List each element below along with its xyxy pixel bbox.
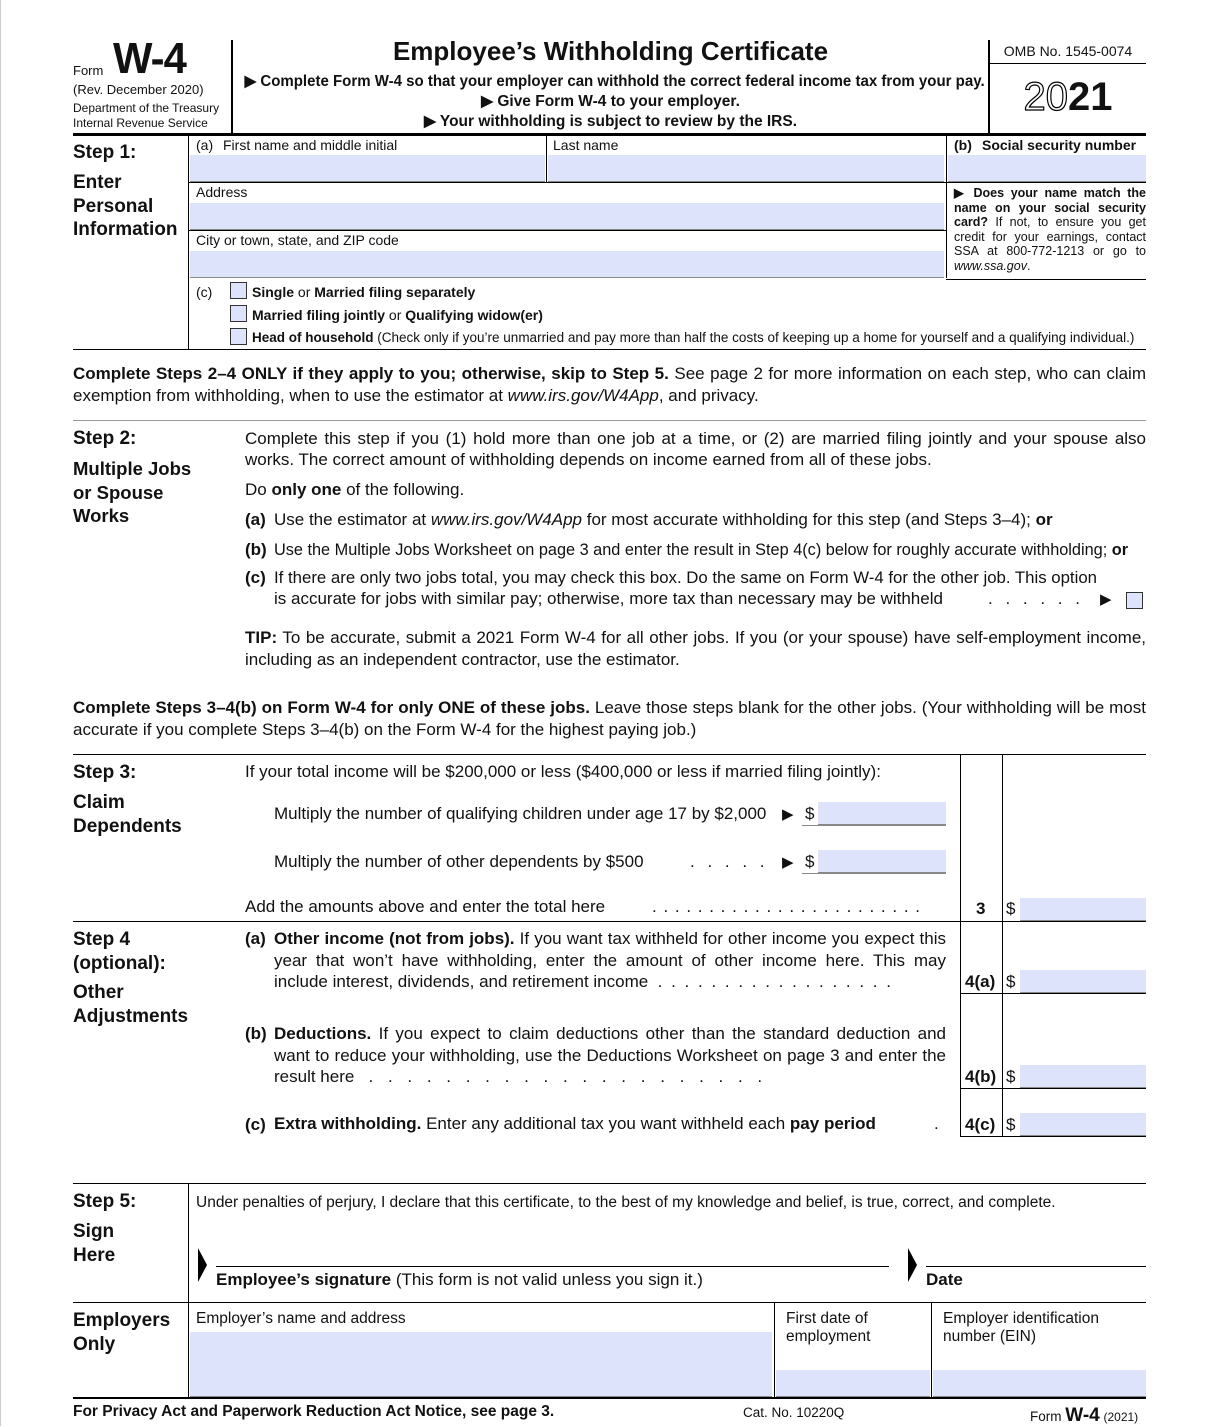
dollar-sign: $ bbox=[1006, 1115, 1016, 1134]
extra-withholding-input[interactable] bbox=[1020, 1113, 1146, 1136]
first-date-label: employment bbox=[786, 1328, 871, 1345]
divider bbox=[960, 993, 1146, 994]
step1-subtitle: Information bbox=[73, 219, 178, 240]
year-outline: 20 bbox=[1023, 75, 1068, 119]
divider bbox=[946, 135, 947, 278]
address-input[interactable] bbox=[190, 203, 944, 230]
option-b-text: Use the Multiple Jobs Worksheet on page 3 and enter the result in Step 4(c) below for roughly accurate withholding; or bbox=[274, 541, 1129, 559]
divider bbox=[73, 754, 1146, 755]
last-name-label: Last name bbox=[553, 137, 619, 153]
option-c-line2: is accurate for jobs with similar pay; otherwise, more tax than necessary may be withheld bbox=[274, 589, 943, 608]
divider bbox=[774, 1302, 775, 1398]
signature-line[interactable] bbox=[216, 1266, 889, 1267]
catalog-number: Cat. No. 10220Q bbox=[743, 1405, 845, 1420]
divider bbox=[73, 349, 1146, 350]
step3-subtitle: Claim bbox=[73, 792, 125, 813]
ein-label: Employer identification bbox=[943, 1310, 1099, 1327]
filing-joint-label: Married filing jointly or Qualifying widow(er) bbox=[252, 307, 543, 323]
step2-instruction: Do only one of the following. bbox=[245, 480, 465, 499]
divider bbox=[73, 1397, 1146, 1399]
privacy-notice: For Privacy Act and Paperwork Reduction Act Notice, see page 3. bbox=[73, 1403, 555, 1420]
instruction-3 bbox=[233, 112, 988, 131]
employers-title: Only bbox=[73, 1334, 116, 1355]
instruction-text: Your withholding is subject to review by the IRS. bbox=[439, 113, 798, 130]
leader-dots: . . . . . . . . . . . . . . . . . . . . . . . . bbox=[652, 897, 921, 916]
first-name-tag: (a) bbox=[196, 137, 214, 153]
agency: Internal Revenue Service bbox=[73, 116, 208, 130]
step2-tip: TIP: To be accurate, submit a 2021 Form W-4 for all other jobs. If you (or your spouse) have self-employment income, including as an independent contractor, use the estimator. bbox=[245, 628, 1146, 669]
step5-title: Step 5: bbox=[73, 1191, 137, 1212]
employer-name-label: Employer’s name and address bbox=[196, 1310, 406, 1327]
last-name-input[interactable] bbox=[548, 155, 944, 182]
ssn-input[interactable] bbox=[948, 155, 1146, 182]
divider bbox=[960, 754, 961, 1136]
leader-dots: . . . . . bbox=[690, 852, 769, 871]
address-label: Address bbox=[196, 184, 248, 200]
divider bbox=[989, 63, 1146, 64]
step4c-text: Extra withholding. Enter any additional tax you want withheld each pay period bbox=[274, 1114, 876, 1133]
instruction-text: Complete Form W-4 so that your employer can withhold the correct federal income tax from your pay. bbox=[260, 73, 985, 90]
year-bold: 21 bbox=[1068, 75, 1113, 119]
instruction-1 bbox=[233, 72, 988, 91]
line-number: 4(c) bbox=[965, 1115, 996, 1134]
option-c-tag: (c) bbox=[245, 568, 266, 587]
two-jobs-checkbox[interactable] bbox=[1126, 592, 1143, 609]
divider bbox=[188, 135, 189, 349]
city-label: City or town, state, and ZIP code bbox=[196, 232, 399, 248]
form-word: Form bbox=[73, 63, 104, 78]
divider bbox=[1002, 754, 1003, 1136]
deductions-input[interactable] bbox=[1020, 1065, 1146, 1088]
instruction-wrap: ▶ Your withholding is subject to review by the IRS. bbox=[423, 113, 798, 130]
employers-title: Employers bbox=[73, 1310, 171, 1331]
divider bbox=[188, 182, 1146, 183]
step2-subtitle: Works bbox=[73, 505, 130, 526]
ssa-note-text: If not, to ensure you get credit for your earnings, contact SSA at 800-772-1213 or go to bbox=[954, 215, 1146, 258]
ein-label: number (EIN) bbox=[943, 1328, 1037, 1345]
filing-single-label: Single or Married filing separately bbox=[252, 284, 476, 300]
first-date-label: First date of bbox=[786, 1310, 868, 1327]
step3-title: Step 3: bbox=[73, 762, 137, 783]
step3-total-input[interactable] bbox=[1020, 898, 1146, 921]
step1-subtitle: Personal bbox=[73, 196, 154, 217]
sign-arrow-icon bbox=[198, 1248, 207, 1282]
first-name-input[interactable] bbox=[190, 155, 545, 182]
instruction-2 bbox=[233, 92, 988, 111]
option-a-text: Use the estimator at www.irs.gov/W4App for most accurate withholding for this step (and Steps 3–4); or bbox=[274, 510, 1053, 529]
step1-subtitle: Enter bbox=[73, 172, 122, 193]
ssa-note-bold: Does your name match the name on your social security card? bbox=[954, 186, 1146, 229]
children-amount-input[interactable] bbox=[818, 802, 946, 825]
other-income-input[interactable] bbox=[1020, 970, 1146, 993]
ein-input[interactable] bbox=[933, 1370, 1146, 1397]
divider bbox=[931, 1302, 932, 1398]
tax-year bbox=[990, 75, 1146, 120]
divider bbox=[73, 1302, 1146, 1303]
option-a-tag: (a) bbox=[245, 510, 266, 529]
filing-head-label: Head of household (Check only if you’re unmarried and pay more than half the costs of keeping up a home for yourself and a qualifying individual.) bbox=[252, 330, 1135, 345]
ssa-link[interactable]: www.ssa.gov bbox=[954, 258, 1027, 273]
arrow-icon: ▶ bbox=[782, 854, 794, 871]
line-number: 4(b) bbox=[965, 1067, 997, 1086]
employer-name-input[interactable] bbox=[190, 1332, 772, 1397]
filing-joint-checkbox[interactable] bbox=[230, 305, 247, 322]
footer-form-id: Form W-4 (2021) bbox=[1030, 1405, 1139, 1426]
signature-label: Employee’s signature (This form is not valid unless you sign it.) bbox=[216, 1270, 703, 1289]
filing-single-checkbox[interactable] bbox=[230, 282, 247, 299]
divider bbox=[960, 1088, 1146, 1089]
estimator-link[interactable]: www.irs.gov/W4App bbox=[507, 386, 659, 405]
step3-intro: If your total income will be $200,000 or less ($400,000 or less if married filing jointly): bbox=[245, 762, 881, 781]
option-b-tag: (b) bbox=[245, 540, 267, 559]
step4-title: Step 4 bbox=[73, 929, 131, 950]
divider bbox=[960, 1136, 1146, 1137]
ssn-label: Social security number bbox=[982, 137, 1137, 153]
dollar-sign: $ bbox=[805, 852, 815, 871]
instruction-wrap: ▶ Complete Form W-4 so that your employer can withhold the correct federal income tax from your pay. bbox=[244, 73, 985, 90]
divider bbox=[73, 420, 1146, 421]
step5-subtitle: Sign bbox=[73, 1221, 115, 1242]
divider bbox=[188, 230, 946, 231]
first-date-input[interactable] bbox=[776, 1370, 930, 1397]
other-dependents-input[interactable] bbox=[818, 850, 946, 873]
ssn-tag: (b) bbox=[954, 137, 972, 153]
page-edge bbox=[0, 0, 1, 1426]
form-title-text: Employee’s Withholding Certificate bbox=[392, 36, 829, 66]
option-c-line1: If there are only two jobs total, you may check this box. Do the same on Form W-4 for the other job. This option bbox=[274, 568, 1097, 587]
date-arrow-icon bbox=[908, 1248, 917, 1282]
estimator-link[interactable]: www.irs.gov/W4App bbox=[430, 510, 583, 529]
step5-subtitle: Here bbox=[73, 1245, 116, 1266]
step4c-tag: (c) bbox=[245, 1115, 266, 1134]
divider bbox=[188, 1183, 189, 1398]
step2-subtitle: or Spouse bbox=[73, 482, 164, 503]
arrow-icon: ▶ bbox=[782, 806, 794, 823]
city-input[interactable] bbox=[190, 251, 944, 278]
filing-head-checkbox[interactable] bbox=[230, 328, 247, 345]
step4a-text: Other income (not from jobs). If you want tax withheld for other income you expect this year that won’t have withholding, enter the amount of other income here. This may include interest, dividends, and retirement income . . . . . . . . . . . . . . . . . . bbox=[274, 929, 946, 991]
step2-subtitle: Multiple Jobs bbox=[73, 458, 192, 479]
divider bbox=[802, 825, 946, 826]
total-label: Add the amounts above and enter the total here bbox=[245, 897, 606, 916]
step4b-text: Deductions. If you expect to claim deductions other than the standard deduction and want to reduce your withholding, use the Deductions Worksheet on page 3 and enter the result here . . . . . . . . . . . . . . . . . . . . . bbox=[274, 1024, 946, 1086]
dollar-sign: $ bbox=[1006, 899, 1016, 918]
leader-dots: . . . . . . . . . . . . . . . . . . bbox=[657, 972, 893, 991]
leader-dots: . . . . . . . . . . . . . . . . . . . . . bbox=[368, 1067, 768, 1086]
step4-subtitle: Adjustments bbox=[73, 1006, 189, 1027]
instruction-text: Give Form W-4 to your employer. bbox=[497, 93, 740, 110]
step4a-tag: (a) bbox=[245, 929, 266, 948]
leader-dots: . . . . . . bbox=[988, 589, 1084, 608]
divider bbox=[546, 135, 547, 182]
dollar-sign: $ bbox=[805, 804, 815, 823]
other-dependents-label: Multiply the number of other dependents by $500 bbox=[274, 852, 644, 871]
perjury-declaration: Under penalties of perjury, I declare that this certificate, to the best of my knowledge and belief, is true, correct, and complete. bbox=[196, 1194, 1056, 1211]
dollar-sign: $ bbox=[1006, 972, 1016, 991]
omb-text: OMB No. 1545-0074 bbox=[1003, 43, 1133, 59]
step2-title: Step 2: bbox=[73, 428, 137, 449]
step1-title: Step 1: bbox=[73, 142, 137, 163]
divider bbox=[73, 1183, 1146, 1184]
instruction-wrap: ▶ Give Form W-4 to your employer. bbox=[481, 93, 740, 110]
divider bbox=[73, 921, 1146, 922]
step4-subtitle: (optional): bbox=[73, 953, 166, 974]
line-number: 4(a) bbox=[965, 972, 996, 991]
leader-dot: . bbox=[934, 1114, 939, 1133]
children-label: Multiply the number of qualifying children under age 17 by $2,000 bbox=[274, 804, 767, 823]
notice-steps-2-4: Complete Steps 2–4 ONLY if they apply to you; otherwise, skip to Step 5. See page 2 for more information on each step, who can claim exemption from withholding, when to use the estimator at www.irs.gov/W4App, and privacy. bbox=[73, 364, 1146, 405]
date-label: Date bbox=[926, 1270, 963, 1289]
filing-status-tag: (c) bbox=[196, 284, 213, 300]
step4b-tag: (b) bbox=[245, 1024, 267, 1043]
department: Department of the Treasury bbox=[73, 101, 220, 115]
line-number: 3 bbox=[976, 899, 986, 918]
step4-subtitle: Other bbox=[73, 982, 124, 1003]
revision: (Rev. December 2020) bbox=[73, 82, 204, 97]
ssa-note: ▶ Does your name match the name on your social security card? If not, to ensure you get credit for your earnings, contact SSA at 800-772-1213 or go to www.ssa.gov. bbox=[954, 186, 1146, 273]
notice-steps-3-4: Complete Steps 3–4(b) on Form W-4 for only ONE of these jobs. Leave those steps blank for the other jobs. (Your withholding will be most accurate if you complete Steps 3–4(b) on the Form W-4 for the highest paying job.) bbox=[73, 698, 1146, 739]
dollar-sign: $ bbox=[1006, 1067, 1016, 1086]
first-name-label: First name and middle initial bbox=[223, 137, 398, 153]
date-line[interactable] bbox=[926, 1266, 1146, 1267]
form-number: W-4 bbox=[113, 34, 186, 83]
header-rule bbox=[73, 133, 1146, 136]
divider bbox=[802, 873, 946, 874]
step3-subtitle: Dependents bbox=[73, 816, 182, 837]
step2-intro: Complete this step if you (1) hold more than one job at a time, or (2) are married filing jointly and your spouse also works. The correct amount of withholding depends on income earned from all of these jobs. bbox=[245, 429, 1146, 469]
omb-number bbox=[990, 43, 1146, 59]
divider bbox=[946, 279, 1146, 280]
form-title bbox=[233, 36, 988, 67]
arrow-icon: ▶ bbox=[1100, 591, 1112, 608]
